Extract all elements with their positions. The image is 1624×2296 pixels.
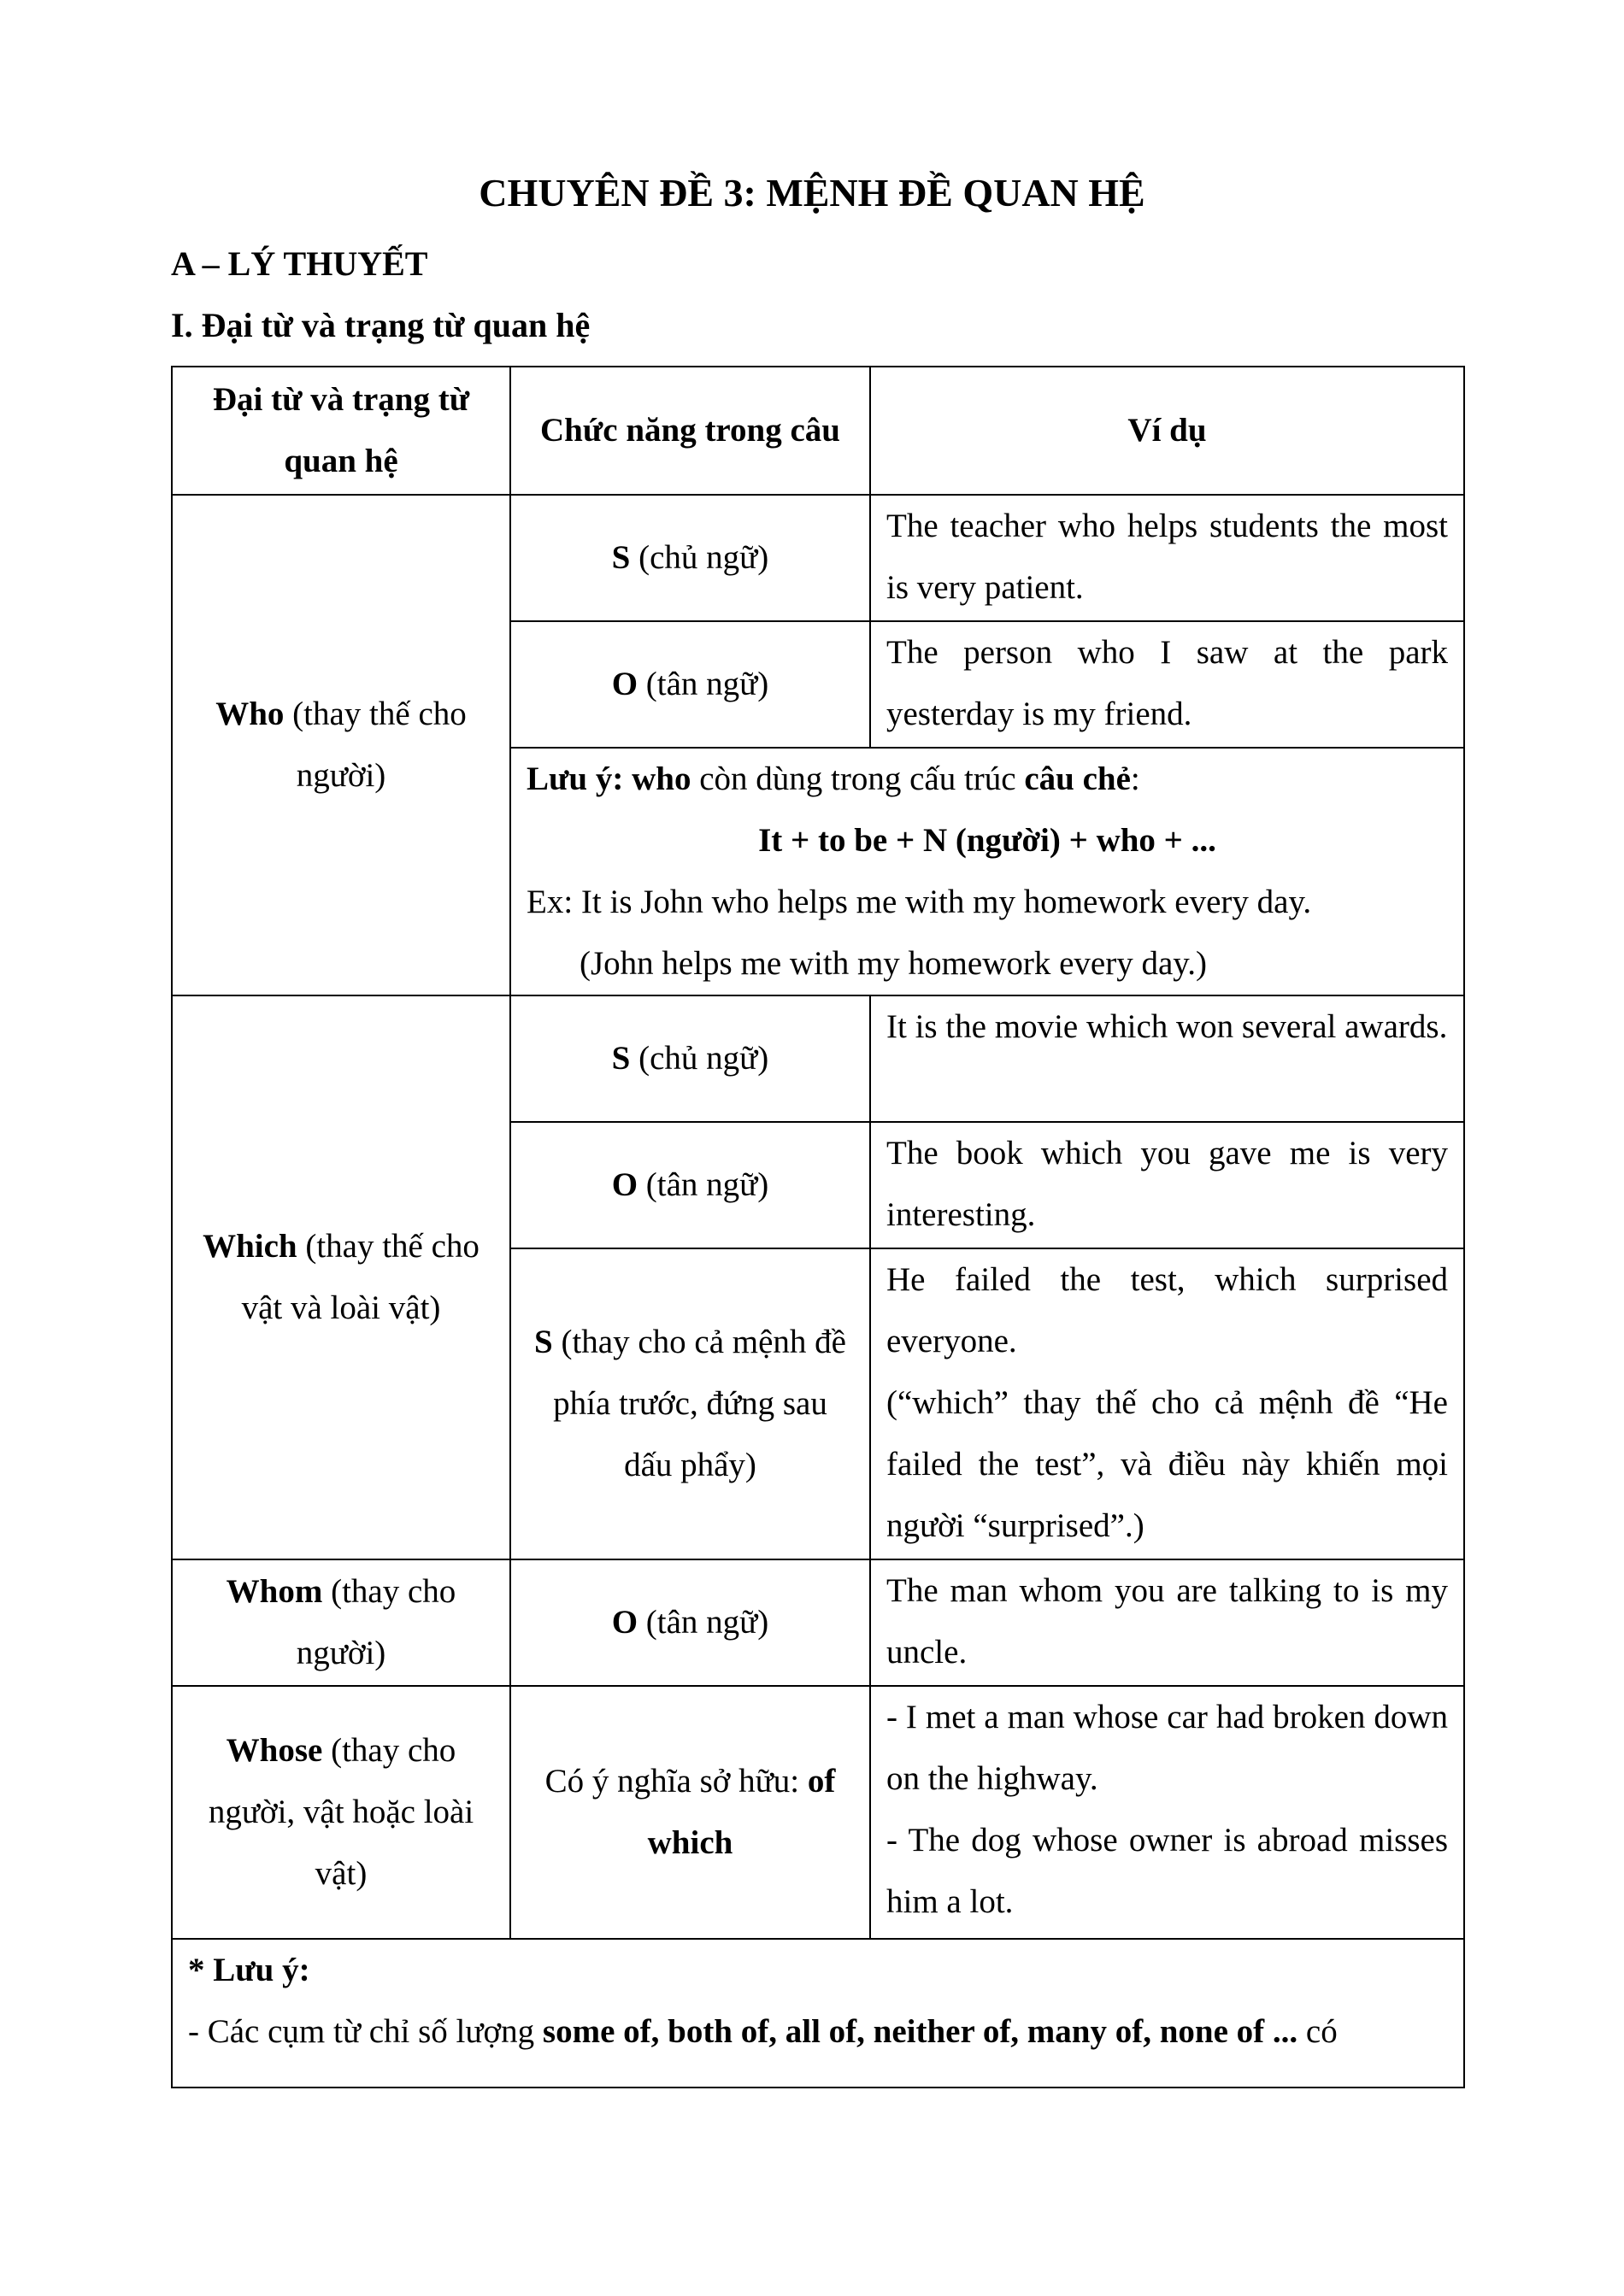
function-bold: O — [611, 1166, 638, 1203]
relative-pronoun-table — [171, 366, 1465, 2088]
pronoun-term: Who — [215, 696, 285, 732]
footnote-label-text: * Lưu ý: — [188, 1952, 310, 1988]
pronoun-desc: (thay cho người) — [296, 1573, 456, 1671]
function-text: Có ý nghĩa sở hữu: — [544, 1763, 808, 1800]
function-text: (tân ngữ) — [638, 1166, 769, 1203]
header-function: Chức năng trong câu — [510, 367, 870, 495]
function-bold: S — [611, 539, 631, 576]
note-example: Ex: It is John who helps me with my homework every day. — [527, 884, 1312, 920]
footnote-bold: some of, both of, all of, neither of, many of, none of ... — [542, 2013, 1298, 2050]
function-cell — [510, 621, 870, 748]
example-cell: The person who I saw at the park yesterday is my friend. — [870, 621, 1464, 748]
example-cell: The book which you gave me is very interesting. — [870, 1122, 1464, 1248]
table-row — [172, 495, 1464, 621]
function-cell — [510, 1686, 870, 1939]
pronoun-desc: (thay thế cho người) — [284, 696, 467, 794]
example-explanation: (“which” thay thế cho cả mệnh đề “He failed the test”, và điều này khiến mọi người “surprised”.) — [886, 1384, 1448, 1544]
function-bold: of which — [647, 1763, 836, 1861]
header-pronoun: Đại từ và trạng từ quan hệ — [172, 367, 510, 495]
table-header-row — [172, 367, 1464, 495]
pronoun-cell-which — [172, 995, 510, 1559]
function-bold: O — [611, 666, 638, 702]
pronoun-term: Which — [203, 1228, 297, 1265]
function-cell — [510, 1248, 870, 1559]
example-cell — [870, 1686, 1464, 1939]
table-row — [172, 1559, 1464, 1686]
pronoun-desc: (thay thế cho vật và loài vật) — [241, 1228, 480, 1326]
header-example: Ví dụ — [870, 367, 1464, 495]
note-struct: câu chẻ — [1024, 760, 1131, 797]
note-line — [527, 749, 1448, 810]
function-bold: O — [611, 1604, 638, 1641]
table-row — [172, 1686, 1464, 1939]
footnote-label — [188, 1940, 1448, 2001]
example-cell: It is the movie which won several awards. — [870, 995, 1464, 1122]
function-cell — [510, 1559, 870, 1686]
function-cell — [510, 1122, 870, 1248]
example-cell — [870, 1248, 1464, 1559]
pronoun-term: Whose — [226, 1732, 323, 1769]
pronoun-cell-whose — [172, 1686, 510, 1939]
function-text: (thay cho cả mệnh đề phía trước, đứng sau dấu phẩy) — [552, 1324, 846, 1483]
footnote-suffix: có — [1297, 2013, 1338, 2050]
function-text: (tân ngữ) — [638, 666, 769, 702]
function-bold: S — [534, 1324, 553, 1360]
pronoun-cell-who — [172, 495, 510, 995]
example-cell: The teacher who helps students the most is very patient. — [870, 495, 1464, 621]
section-heading-i: I. Đại từ và trạng từ quan hệ — [171, 306, 591, 344]
function-cell — [510, 495, 870, 621]
footnote-prefix: - Các cụm từ chỉ số lượng — [188, 2013, 543, 2050]
footnote-text — [188, 2001, 1448, 2063]
function-bold: S — [611, 1040, 631, 1077]
example-text: - The dog whose owner is abroad misses him a lot. — [886, 1822, 1448, 1920]
example-cell: The man whom you are talking to is my uncle. — [870, 1559, 1464, 1686]
note-colon: : — [1130, 760, 1140, 797]
note-label: Lưu ý: — [527, 760, 624, 797]
pronoun-cell-whom — [172, 1559, 510, 1686]
function-text: (chủ ngữ) — [630, 1040, 769, 1077]
function-text: (chủ ngữ) — [630, 539, 769, 576]
footnote-cell — [172, 1939, 1464, 2088]
page-title: CHUYÊN ĐỀ 3: MỆNH ĐỀ QUAN HỆ — [479, 171, 1145, 214]
table-row — [172, 1939, 1464, 2088]
pronoun-desc: (thay cho người, vật hoặc loài vật) — [208, 1732, 474, 1892]
function-text: (tân ngữ) — [638, 1604, 769, 1641]
note-paraphrase: (John helps me with my homework every day.) — [580, 945, 1207, 982]
note-term: who — [623, 760, 691, 797]
note-text: còn dùng trong cấu trúc — [691, 760, 1025, 797]
who-note-cell — [510, 748, 1464, 995]
example-text: He failed the test, which surprised everyone. — [886, 1261, 1448, 1359]
example-text: - I met a man whose car had broken down on the highway. — [886, 1699, 1448, 1797]
table-row — [172, 995, 1464, 1122]
section-heading-a: A – LÝ THUYẾT — [171, 244, 428, 283]
function-cell — [510, 995, 870, 1122]
pronoun-term: Whom — [226, 1573, 323, 1610]
cleft-formula: It + to be + N (người) + who + ... — [758, 822, 1216, 859]
